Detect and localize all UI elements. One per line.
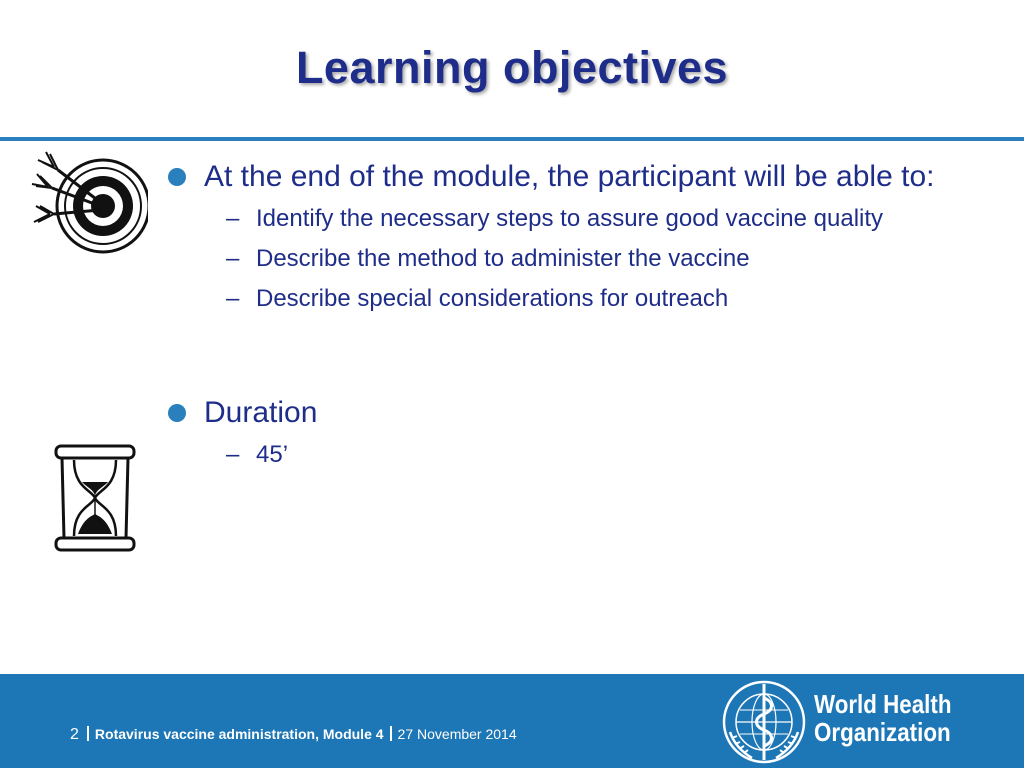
sub-bullet — [166, 202, 986, 236]
who-wordmark — [814, 690, 951, 746]
hourglass-icon — [50, 442, 140, 554]
bullet-duration — [166, 394, 986, 432]
bullet-objectives — [166, 158, 986, 196]
sub-bullet-text: Identify the necessary steps to assure good vaccine quality — [256, 205, 884, 232]
slide-body — [166, 158, 986, 472]
dash-marker: – — [226, 245, 240, 272]
footer-separator — [87, 726, 89, 741]
bullet-dot — [168, 168, 186, 186]
footer-separator — [390, 726, 392, 741]
sub-bullet — [166, 438, 986, 472]
dash-marker: – — [226, 205, 240, 232]
footer-date: 27 November 2014 — [397, 726, 517, 742]
slide-title: Learning objectives — [295, 42, 729, 93]
page-number: 2 — [70, 726, 79, 743]
bullet-dot — [168, 404, 186, 422]
who-emblem-icon — [720, 678, 808, 766]
sub-bullet — [166, 282, 986, 316]
who-line-2: Organization — [814, 717, 951, 747]
dash-marker: – — [226, 285, 240, 312]
sub-bullet-text: Describe special considerations for outreach — [256, 285, 729, 312]
dash-marker: – — [226, 441, 240, 468]
who-line-1: World Health — [814, 689, 952, 719]
module-label: Rotavirus vaccine administration, Module 4 — [94, 726, 384, 742]
duration-value: 45’ — [256, 441, 289, 468]
title-divider — [0, 137, 1024, 141]
bullet-text: Duration — [204, 396, 318, 429]
footer-caption — [70, 726, 517, 744]
sub-bullet — [166, 242, 986, 276]
target-arrows-icon — [28, 148, 148, 260]
bullet-text: At the end of the module, the participant will be able to: — [204, 160, 935, 193]
sub-bullet-text: Describe the method to administer the vaccine — [256, 245, 750, 272]
